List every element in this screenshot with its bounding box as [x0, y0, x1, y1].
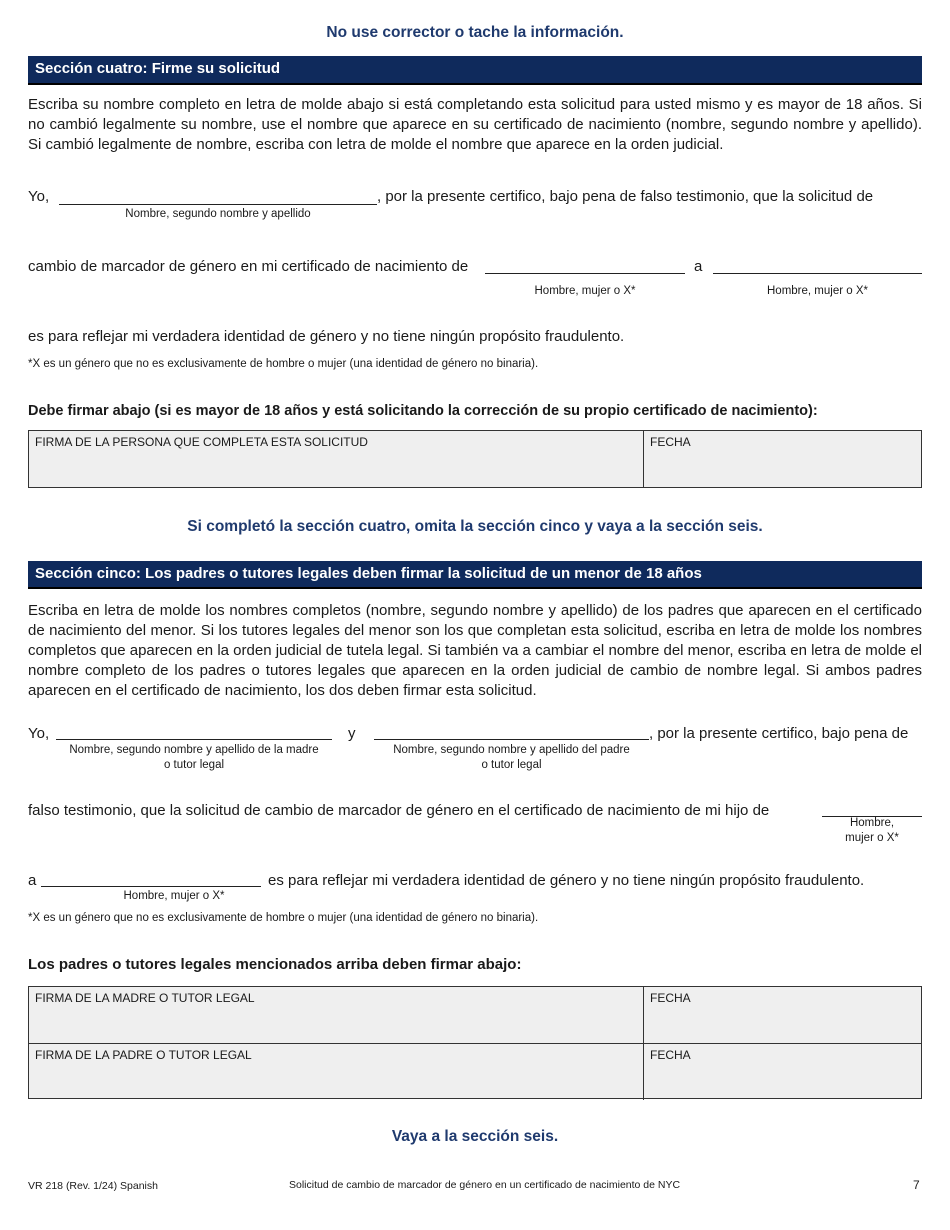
- to-label: a: [694, 258, 703, 275]
- child-new-gender-field[interactable]: [41, 886, 261, 887]
- applicant-signature-label: FIRMA DE LA PERSONA QUE COMPLETA ESTA SOLICITUD: [35, 435, 368, 449]
- applicant-signature-field[interactable]: [29, 431, 644, 487]
- mother-date-label: FECHA: [650, 991, 691, 1005]
- and-label: y: [348, 725, 356, 742]
- perjury-text: falso testimonio, que la solicitud de cambio de marcador de género en el certificado de nacimiento de mi hijo de: [28, 802, 770, 819]
- new-gender-field[interactable]: [713, 273, 922, 274]
- father-signature-label: FIRMA DE LA PADRE O TUTOR LEGAL: [35, 1048, 252, 1062]
- mother-date-field[interactable]: [644, 987, 921, 1043]
- father-signature-field[interactable]: [29, 1044, 644, 1100]
- child-current-gender-caption: Hombre, mujer o X*: [845, 817, 899, 844]
- mother-name-caption: Nombre, segundo nombre y apellido de la madre o tutor legal: [69, 744, 319, 771]
- top-notice: No use corrector o tache la información.: [326, 24, 624, 41]
- gender-footnote: *X es un género que no es exclusivamente de hombre o mujer (una identidad de género no binaria).: [28, 358, 539, 370]
- skip-notice: Si completó la sección cuatro, omita la sección cinco y vaya a la sección seis.: [187, 518, 763, 535]
- father-name-caption: Nombre, segundo nombre y apellido del padre o tutor legal: [393, 744, 630, 771]
- section-four-header: Sección cuatro: Firme su solicitud: [28, 56, 922, 85]
- mother-signature-label: FIRMA DE LA MADRE O TUTOR LEGAL: [35, 991, 255, 1005]
- purpose-text: es para reflejar mi verdadera identidad de género y no tiene ningún propósito fraudulento.: [28, 328, 625, 345]
- parents-yo-label: Yo,: [28, 725, 50, 742]
- section-five-instructions: Escriba en letra de molde los nombres completos (nombre, segundo nombre y apellido) de los padres que aparecen en el certificado de nacimiento del menor. Si los tutores legales del menor son los que completan esta solicitud, escriba en letra de molde los nombres completos que aparecen en la orden judicial de tutela legal. Si también va a cambiar el nombre del menor, escriba en letra de molde el nombre completo de los padres o tutores legales que aparecen en la orden judicial de cambio de nombre legal. Si ambos padres aparecen en el certificado de nacimiento, los dos deben firmar esta solicitud.: [28, 602, 922, 699]
- parents-gender-footnote: *X es un género que no es exclusivamente de hombre o mujer (una identidad de género no binaria).: [28, 912, 539, 924]
- yo-label: Yo,: [28, 188, 50, 205]
- mother-name-field[interactable]: [56, 739, 332, 740]
- father-date-field[interactable]: [644, 1044, 921, 1100]
- signature-table: [28, 430, 922, 488]
- child-to-label: a: [28, 872, 37, 889]
- parents-purpose-text: es para reflejar mi verdadera identidad de género y no tiene ningún propósito fraudulento.: [268, 872, 865, 889]
- page-number: 7: [913, 1178, 920, 1192]
- certify-text: , por la presente certifico, bajo pena de falso testimonio, que la solicitud de: [377, 188, 874, 205]
- form-title: Solicitud de cambio de marcador de género en un certificado de nacimiento de NYC: [289, 1179, 681, 1191]
- full-name-caption: Nombre, segundo nombre y apellido: [125, 208, 311, 220]
- parents-certify-text: , por la presente certifico, bajo pena de: [649, 725, 909, 742]
- current-gender-caption: Hombre, mujer o X*: [534, 285, 636, 297]
- applicant-date-label: FECHA: [650, 435, 691, 449]
- section-four-instructions: Escriba su nombre completo en letra de molde abajo si está completando esta solicitud para usted mismo y es mayor de 18 años. Si no cambió legalmente su nombre, use el nombre que aparece en su certificado de nacimiento (nombre, segundo nombre y apellido). Si cambió legalmente de nombre, escriba con letra de molde el nombre que aparece en la orden judicial.: [28, 96, 922, 153]
- child-new-gender-caption: Hombre, mujer o X*: [123, 890, 225, 902]
- full-name-field[interactable]: [59, 204, 377, 205]
- father-name-field[interactable]: [374, 739, 649, 740]
- section-five-header: Sección cinco: Los padres o tutores legales deben firmar la solicitud de un menor de 18 años: [28, 561, 922, 589]
- applicant-date-field[interactable]: [644, 431, 921, 487]
- current-gender-field[interactable]: [485, 273, 685, 274]
- go-to-section-six-notice: Vaya a la sección seis.: [391, 1128, 559, 1145]
- parents-signature-table: [28, 986, 922, 1099]
- form-id: VR 218 (Rev. 1/24) Spanish: [28, 1180, 158, 1192]
- new-gender-caption: Hombre, mujer o X*: [767, 285, 868, 297]
- parents-sign-prompt: Los padres o tutores legales mencionados arriba deben firmar abajo:: [28, 956, 522, 973]
- gender-change-text: cambio de marcador de género en mi certificado de nacimiento de: [28, 258, 469, 275]
- sign-prompt: Debe firmar abajo (si es mayor de 18 años y está solicitando la corrección de su propio certificado de nacimiento):: [28, 403, 818, 419]
- mother-signature-field[interactable]: [29, 987, 644, 1043]
- father-date-label: FECHA: [650, 1048, 691, 1062]
